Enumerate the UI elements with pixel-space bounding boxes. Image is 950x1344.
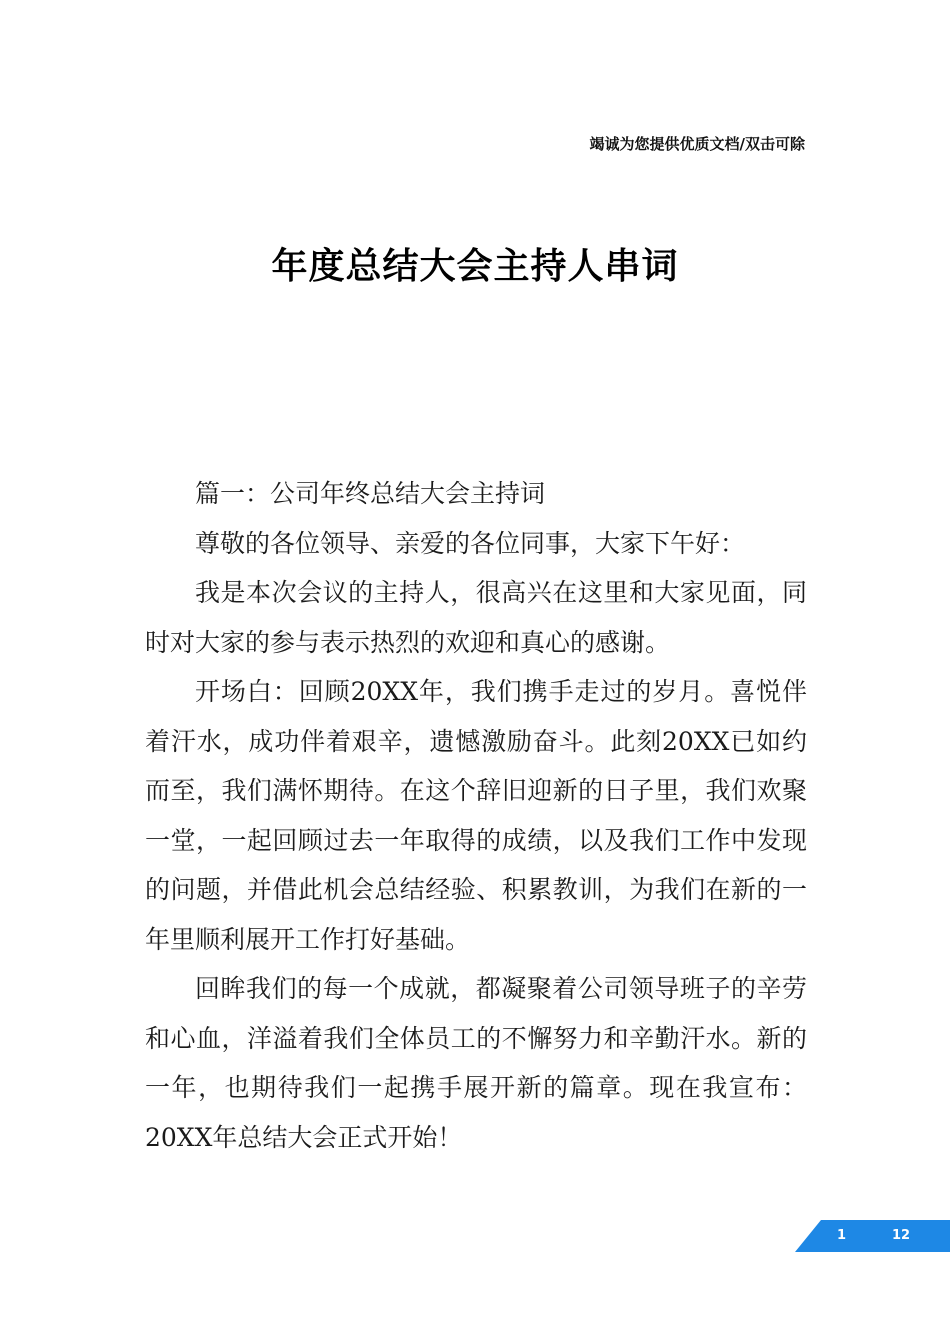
document-title: 年度总结大会主持人串词 <box>271 246 679 287</box>
document-body <box>145 469 807 1162</box>
page-total: 12 <box>892 1228 911 1243</box>
page-current: 1 <box>837 1228 847 1243</box>
page-indicator-background <box>795 1220 950 1252</box>
paragraph: 尊敬的各位领导、亲爱的各位同事，大家下午好： <box>195 528 746 558</box>
paragraph: 开场白：回顾20XX年，我们携手走过的岁月。喜悦伴着汗水，成功伴着艰辛，遗憾激励奋斗。此刻20XX已如约而至，我们满怀期待。在这个辞旧迎新的日子里，我们欢聚一堂，一起回顾过去一年取得的成绩，以及我们工作中发现的问题，并借此机会总结经验、积累教训，为我们在新的一年里顺利展开工作打好基础。 <box>145 677 807 954</box>
paragraph: 篇一：公司年终总结大会主持词 <box>195 479 546 508</box>
page-indicator <box>795 1220 950 1252</box>
page-indicator-shape <box>795 1220 950 1252</box>
header-note: 竭诚为您提供优质文档/双击可除 <box>589 135 805 153</box>
paragraph: 回眸我们的每一个成就，都凝聚着公司领导班子的辛劳和心血，洋溢着我们全体员工的不懈努力和辛勤汗水。新的一年，也期待我们一起携手展开新的篇章。现在我宣布：20XX年总结大会正式开始！ <box>145 974 807 1152</box>
paragraph: 我是本次会议的主持人，很高兴在这里和大家见面，同时对大家的参与表示热烈的欢迎和真心的感谢。 <box>145 578 807 657</box>
